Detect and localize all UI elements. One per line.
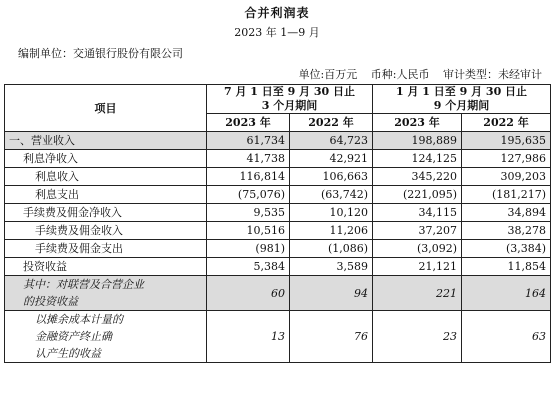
report-period: 2023 年 1—9 月 [234,26,320,39]
header-3month [207,85,373,114]
header-9month [373,85,551,114]
row-value: (221,095) [373,186,462,204]
table-row [5,132,551,150]
row-value: 41,738 [207,150,290,168]
table-row [5,276,551,311]
report-title: 合并利润表 [244,6,310,20]
row-value: 34,115 [373,204,462,222]
row-value: 42,921 [290,150,373,168]
row-value: 345,220 [373,168,462,186]
row-value: 198,889 [373,132,462,150]
row-value: 64,723 [290,132,373,150]
row-label: 利息收入 [5,168,207,186]
table-row [5,311,551,363]
row-value: 37,207 [373,222,462,240]
header-year-col2: 2022 年 [290,114,373,132]
row-value: (981) [207,240,290,258]
currency-type: 币种:人民币 [370,68,430,81]
row-value: 9,535 [207,204,290,222]
row-value: 10,120 [290,204,373,222]
header-year-col3: 2023 年 [373,114,462,132]
row-value: 61,734 [207,132,290,150]
row-value: (3,092) [373,240,462,258]
row-value: 164 [462,276,551,311]
row-label-line: 的投资收益 [23,295,78,308]
row-value: 38,278 [462,222,551,240]
table-body [5,132,551,363]
row-value: 11,206 [290,222,373,240]
table-row [5,204,551,222]
row-value: 34,894 [462,204,551,222]
table-row [5,186,551,204]
row-value: (75,076) [207,186,290,204]
row-label [5,276,207,311]
row-value: 116,814 [207,168,290,186]
row-value: 124,125 [373,150,462,168]
row-label-line: 金融资产终止确 [35,330,112,343]
row-value: 94 [290,276,373,311]
row-value: 60 [207,276,290,311]
row-value: 106,663 [290,168,373,186]
row-label: 手续费及佣金支出 [5,240,207,258]
row-value: 76 [290,311,373,363]
row-value: (63,742) [290,186,373,204]
row-label: 手续费及佣金收入 [5,222,207,240]
row-label-line: 认产生的收益 [35,347,101,360]
row-label: 手续费及佣金净收入 [5,204,207,222]
row-label-line: 其中：对联营及合营企业 [23,278,144,291]
table-row [5,222,551,240]
compiler-unit: 编制单位：交通银行股份有限公司 [18,47,183,60]
header-9month-line2: 9 个月期间 [433,99,490,112]
row-value: 10,516 [207,222,290,240]
row-label: 利息支出 [5,186,207,204]
table-row [5,240,551,258]
table-row [5,150,551,168]
row-label: 利息净收入 [5,150,207,168]
report-meta [289,66,542,82]
row-value: (3,384) [462,240,551,258]
row-label: 一、营业收入 [5,132,207,150]
row-value: 221 [373,276,462,311]
header-3month-line1: 7 月 1 日至 9 月 30 日止 [223,85,356,98]
currency-unit: 单位:百万元 [298,68,358,81]
row-value: 63 [462,311,551,363]
row-value: (1,086) [290,240,373,258]
header-9month-line1: 1 月 1 日至 9 月 30 日止 [395,85,528,98]
row-value: 21,121 [373,258,462,276]
row-value: 5,384 [207,258,290,276]
header-item: 项目 [5,85,207,132]
row-value: 127,986 [462,150,551,168]
row-value: 11,854 [462,258,551,276]
row-value: 309,203 [462,168,551,186]
table-row [5,168,551,186]
row-label [5,311,207,363]
header-3month-line2: 3 个月期间 [261,99,318,112]
row-value: 3,589 [290,258,373,276]
row-label: 投资收益 [5,258,207,276]
row-value: (181,217) [462,186,551,204]
row-value: 195,635 [462,132,551,150]
row-label-line: 以摊余成本计量的 [35,313,123,326]
header-year-col1: 2023 年 [207,114,290,132]
row-value: 13 [207,311,290,363]
audit-type: 审计类型：未经审计 [443,68,542,81]
header-year-col4: 2022 年 [462,114,551,132]
row-value: 23 [373,311,462,363]
table-row [5,258,551,276]
income-statement-table [4,84,551,363]
